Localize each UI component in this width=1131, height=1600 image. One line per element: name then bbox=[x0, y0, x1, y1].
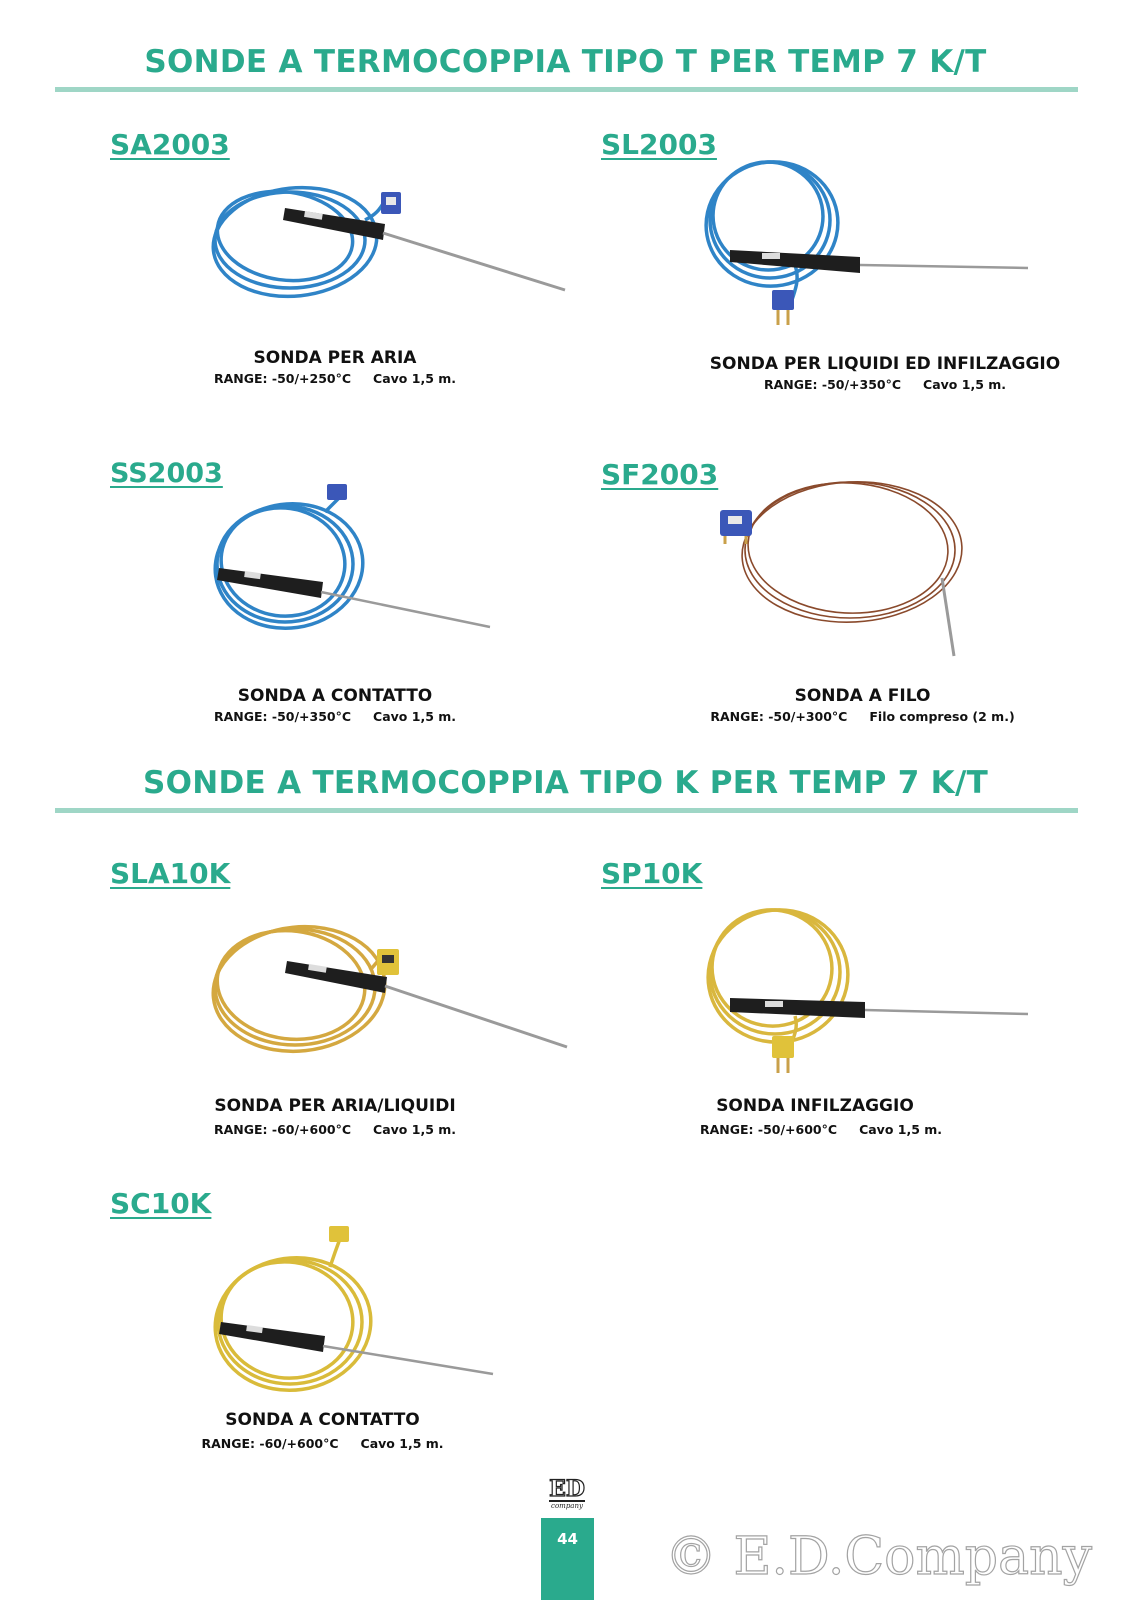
handle-sc10k bbox=[219, 1322, 325, 1352]
product-name-sl2003: SONDA PER LIQUIDI ED INFILZAGGIO bbox=[709, 354, 1061, 374]
cable-sa2003 bbox=[208, 180, 385, 304]
connector-sc10k bbox=[329, 1226, 349, 1242]
connector-sl2003 bbox=[772, 290, 794, 310]
product-code-sc10k: SC10K bbox=[110, 1187, 212, 1220]
page-number-box bbox=[541, 1518, 594, 1600]
range-ss2003: RANGE: -50/+350°C bbox=[213, 709, 352, 724]
page-number: 44 bbox=[557, 1530, 578, 1548]
section-title-type-k: SONDE A TERMOCOPPIA TIPO K PER TEMP 7 K/T bbox=[142, 765, 989, 801]
caption-sla10k bbox=[175, 1096, 495, 1137]
caption-sa2003 bbox=[175, 348, 495, 386]
range-sla10k: RANGE: -60/+600°C bbox=[213, 1122, 352, 1137]
watermark: © E.D.Company bbox=[665, 1527, 1092, 1587]
connector-sp10k bbox=[772, 1036, 794, 1058]
product-code-sp10k: SP10K bbox=[601, 857, 703, 890]
shaft-sp10k bbox=[865, 1010, 1028, 1014]
cable-sc10k bbox=[207, 1236, 380, 1400]
connector-ss2003 bbox=[327, 484, 347, 500]
product-name-sla10k: SONDA PER ARIA/LIQUIDI bbox=[214, 1096, 456, 1116]
section-rule-type-k bbox=[55, 808, 1078, 813]
shaft-ss2003 bbox=[321, 592, 490, 627]
cable-info-sla10k: Cavo 1,5 m. bbox=[373, 1122, 457, 1137]
cable-info-sa2003: Cavo 1,5 m. bbox=[373, 371, 457, 386]
cable-info-sf2003: Filo compreso (2 m.) bbox=[869, 709, 1015, 724]
range-sa2003: RANGE: -50/+250°C bbox=[213, 371, 352, 386]
cable-sp10k bbox=[700, 899, 858, 1053]
product-name-sp10k: SONDA INFILZAGGIO bbox=[716, 1096, 914, 1116]
probe-image-sp10k bbox=[700, 898, 1040, 1078]
product-code-ss2003: SS2003 bbox=[110, 458, 223, 489]
caption-sc10k bbox=[175, 1410, 470, 1451]
product-code-sa2003: SA2003 bbox=[110, 128, 230, 161]
product-name-sa2003: SONDA PER ARIA bbox=[253, 348, 417, 368]
range-sl2003: RANGE: -50/+350°C bbox=[763, 377, 902, 392]
probe-image-sla10k bbox=[205, 915, 575, 1060]
shaft-sla10k bbox=[385, 986, 567, 1047]
range-sc10k: RANGE: -60/+600°C bbox=[201, 1436, 339, 1451]
section-rule-type-t bbox=[55, 87, 1078, 92]
probe-image-sl2003 bbox=[700, 150, 1040, 330]
probe-image-sc10k bbox=[205, 1222, 500, 1407]
cable-info-ss2003: Cavo 1,5 m. bbox=[373, 709, 457, 724]
probe-image-ss2003 bbox=[205, 482, 500, 642]
caption-sp10k bbox=[700, 1096, 943, 1137]
logo-mark: ED bbox=[549, 1476, 585, 1502]
caption-sf2003 bbox=[700, 686, 1025, 724]
cable-sf2003 bbox=[738, 478, 965, 628]
probe-image-sf2003 bbox=[710, 478, 970, 663]
shaft-sf2003 bbox=[942, 578, 954, 656]
company-logo bbox=[543, 1478, 591, 1510]
product-name-sc10k: SONDA A CONTATTO bbox=[225, 1410, 420, 1430]
product-name-ss2003: SONDA A CONTATTO bbox=[237, 686, 433, 706]
range-sf2003: RANGE: -50/+300°C bbox=[710, 709, 848, 724]
probe-image-sa2003 bbox=[205, 180, 575, 305]
cable-sla10k bbox=[207, 918, 391, 1059]
cable-ss2003 bbox=[207, 492, 371, 638]
cable-info-sc10k: Cavo 1,5 m. bbox=[360, 1436, 444, 1451]
range-sp10k: RANGE: -50/+600°C bbox=[700, 1122, 838, 1137]
caption-ss2003 bbox=[175, 686, 495, 724]
product-code-sf2003: SF2003 bbox=[601, 458, 719, 491]
shaft-sl2003 bbox=[860, 265, 1028, 268]
product-code-sla10k: SLA10K bbox=[110, 857, 231, 890]
logo-subtext: company bbox=[551, 1502, 583, 1510]
product-name-sf2003: SONDA A FILO bbox=[794, 686, 931, 706]
handle-sp10k bbox=[730, 998, 865, 1018]
cable-sl2003 bbox=[700, 151, 848, 300]
product-code-sl2003: SL2003 bbox=[601, 128, 717, 161]
cable-info-sp10k: Cavo 1,5 m. bbox=[859, 1122, 943, 1137]
shaft-sa2003 bbox=[383, 233, 565, 290]
cable-info-sl2003: Cavo 1,5 m. bbox=[923, 377, 1007, 392]
section-title-type-t: SONDE A TERMOCOPPIA TIPO T PER TEMP 7 K/T bbox=[144, 44, 987, 80]
caption-sl2003 bbox=[700, 354, 1070, 392]
